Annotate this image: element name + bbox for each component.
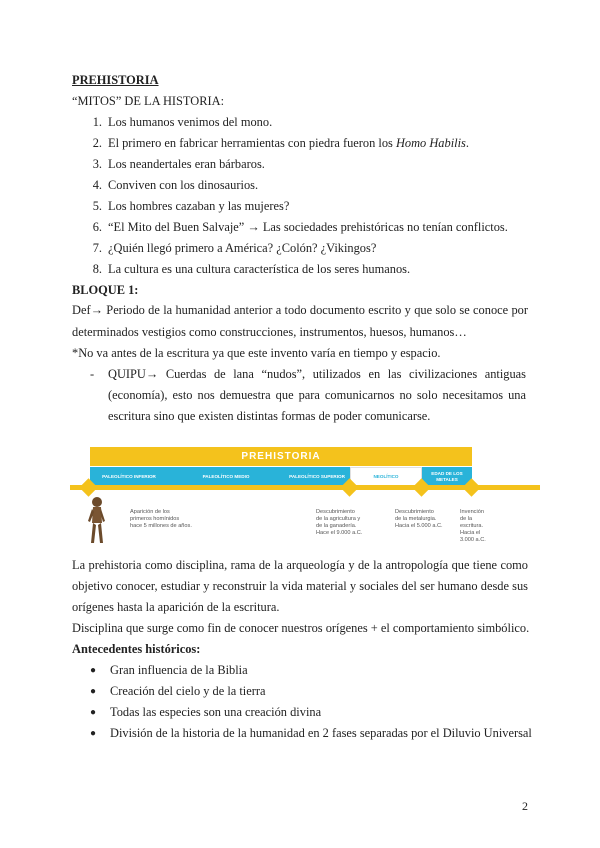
mito-item	[108, 136, 469, 151]
event-hominidos	[130, 509, 192, 530]
quipu-paragraph	[108, 364, 526, 427]
mito-number: 1.	[92, 115, 102, 129]
mito-number: 6.	[92, 220, 102, 234]
timeline-header: PREHISTORIA	[241, 451, 321, 462]
quipu-line-2: (economía), esto nos demuestra que para comunicarnos no solo necesitamos una	[108, 388, 526, 402]
quipu-line-1: QUIPU→ Cuerdas de lana “nudos”, utilizados en las civilizaciones antiguas	[108, 367, 526, 381]
note-text: *No va antes de la escritura ya que este invento varía en tiempo y espacio.	[72, 346, 441, 360]
event-agricultura-l4: Hace el 9.000 a.C.	[316, 530, 363, 536]
definition-line-2: determinados vestigios como construcciones, instrumentos, huesos, humanos…	[72, 325, 467, 339]
mito-item	[108, 220, 508, 235]
mito-emphasis: Homo Habilis	[395, 136, 466, 150]
event-hominidos-l3: hace 5 millones de años.	[130, 523, 192, 529]
antecedentes-heading: Antecedentes históricos:	[72, 642, 201, 656]
event-metalurgia-l1: Descubrimiento	[395, 509, 434, 515]
definition-line-1: Def→ Periodo de la humanidad anterior a todo documento escrito y que solo se conoce por	[72, 303, 528, 317]
mito-item	[108, 157, 265, 172]
quipu-line-3: escritura sino que existen distintas formas de poder comunicarse.	[108, 409, 431, 423]
mito-text: Los humanos venimos del mono.	[108, 115, 273, 129]
mito-text: Los neandertales eran bárbaros.	[108, 157, 265, 171]
event-escritura	[460, 509, 490, 544]
mito-text: El primero en fabricar herramientas con piedra fueron los	[108, 136, 396, 150]
quipu-dash: -	[90, 367, 95, 381]
event-escritura-l2: de la escritura.	[460, 516, 484, 529]
event-hominidos-l2: primeros homínidos	[130, 516, 180, 522]
bullet-icon: ●	[90, 707, 97, 718]
bullet-icon: ●	[90, 665, 97, 676]
antecedente-item: Gran influencia de la Biblia	[110, 663, 248, 677]
page-title: PREHISTORIA	[72, 73, 159, 87]
mito-number: 5.	[92, 199, 102, 213]
mito-after: .	[465, 136, 469, 150]
mito-text: ¿Quién llegó primero a América? ¿Colón? ¿Vikingos?	[108, 241, 377, 255]
period-paleolitico-superior: PALEOLÍTICO SUPERIOR	[284, 467, 350, 486]
mito-text: “El Mito del Buen Salvaje” → Las sociedades prehistóricas no tenían conflictos.	[108, 220, 508, 234]
hominid-figure	[86, 495, 108, 547]
disciplina-text: Disciplina que surge como fin de conocer nuestros orígenes + el comportamiento simbólico.	[72, 621, 530, 635]
prehistory-timeline	[90, 445, 490, 550]
event-agricultura-l2: de la agricultura y	[316, 516, 361, 522]
event-metalurgia	[395, 509, 443, 530]
timeline-header-bar	[90, 447, 472, 466]
event-escritura-l3: Hacia el 3.000 a.C.	[460, 530, 486, 543]
mito-number: 7.	[92, 241, 102, 255]
event-agricultura	[316, 509, 362, 537]
period-neolitico: NEOLÍTICO	[350, 467, 422, 486]
mitos-heading: “MITOS” DE LA HISTORIA:	[72, 94, 225, 108]
para1-line-2: objetivo conocer, estudiar y reconstruir la vida material y sociales del ser humano desde sus	[72, 579, 528, 593]
event-agricultura-l3: de la ganadería.	[316, 523, 357, 529]
mito-number: 3.	[92, 157, 102, 171]
mito-text: Conviven con los dinosaurios.	[108, 178, 259, 192]
event-escritura-l1: Invención	[460, 509, 484, 515]
event-agricultura-l1: Descubrimiento	[316, 509, 355, 515]
period-paleolitico-inferior: PALEOLÍTICO INFERIOR	[90, 467, 168, 486]
mito-item	[108, 178, 258, 193]
bullet-icon: ●	[90, 686, 97, 697]
antecedente-item: Todas las especies son una creación divina	[110, 705, 322, 719]
event-metalurgia-l3: Hacia el 5.000 a.C.	[395, 523, 443, 529]
period-edad-metales: EDAD DE LOS METALES	[422, 467, 472, 486]
page-number: 2	[522, 799, 528, 813]
mito-item	[108, 115, 272, 130]
mito-text: Los hombres cazaban y las mujeres?	[108, 199, 290, 213]
mito-item	[108, 199, 289, 214]
event-metalurgia-l2: de la metalurgia.	[395, 516, 437, 522]
prehistoria-paragraph	[72, 555, 528, 618]
mito-number: 8.	[92, 262, 102, 276]
para1-line-1: La prehistoria como disciplina, rama de la arqueología y de la antropología que tiene como	[72, 558, 528, 572]
mito-number: 2.	[92, 136, 102, 150]
mito-item	[108, 241, 376, 256]
period-paleolitico-medio: PALEOLÍTICO MEDIO	[168, 467, 284, 486]
bullet-icon: ●	[90, 728, 97, 739]
bloque-heading: BLOQUE 1:	[72, 283, 139, 297]
para1-line-3: orígenes hasta la aparición de la escritura.	[72, 600, 280, 614]
mito-number: 4.	[92, 178, 102, 192]
event-hominidos-l1: Aparición de los	[130, 509, 170, 515]
antecedente-item: División de la historia de la humanidad en 2 fases separadas por el Diluvio Universal	[110, 726, 532, 740]
mito-item	[108, 262, 410, 277]
antecedente-item: Creación del cielo y de la tierra	[110, 684, 266, 698]
mito-text: La cultura es una cultura característica de los seres humanos.	[108, 262, 411, 276]
